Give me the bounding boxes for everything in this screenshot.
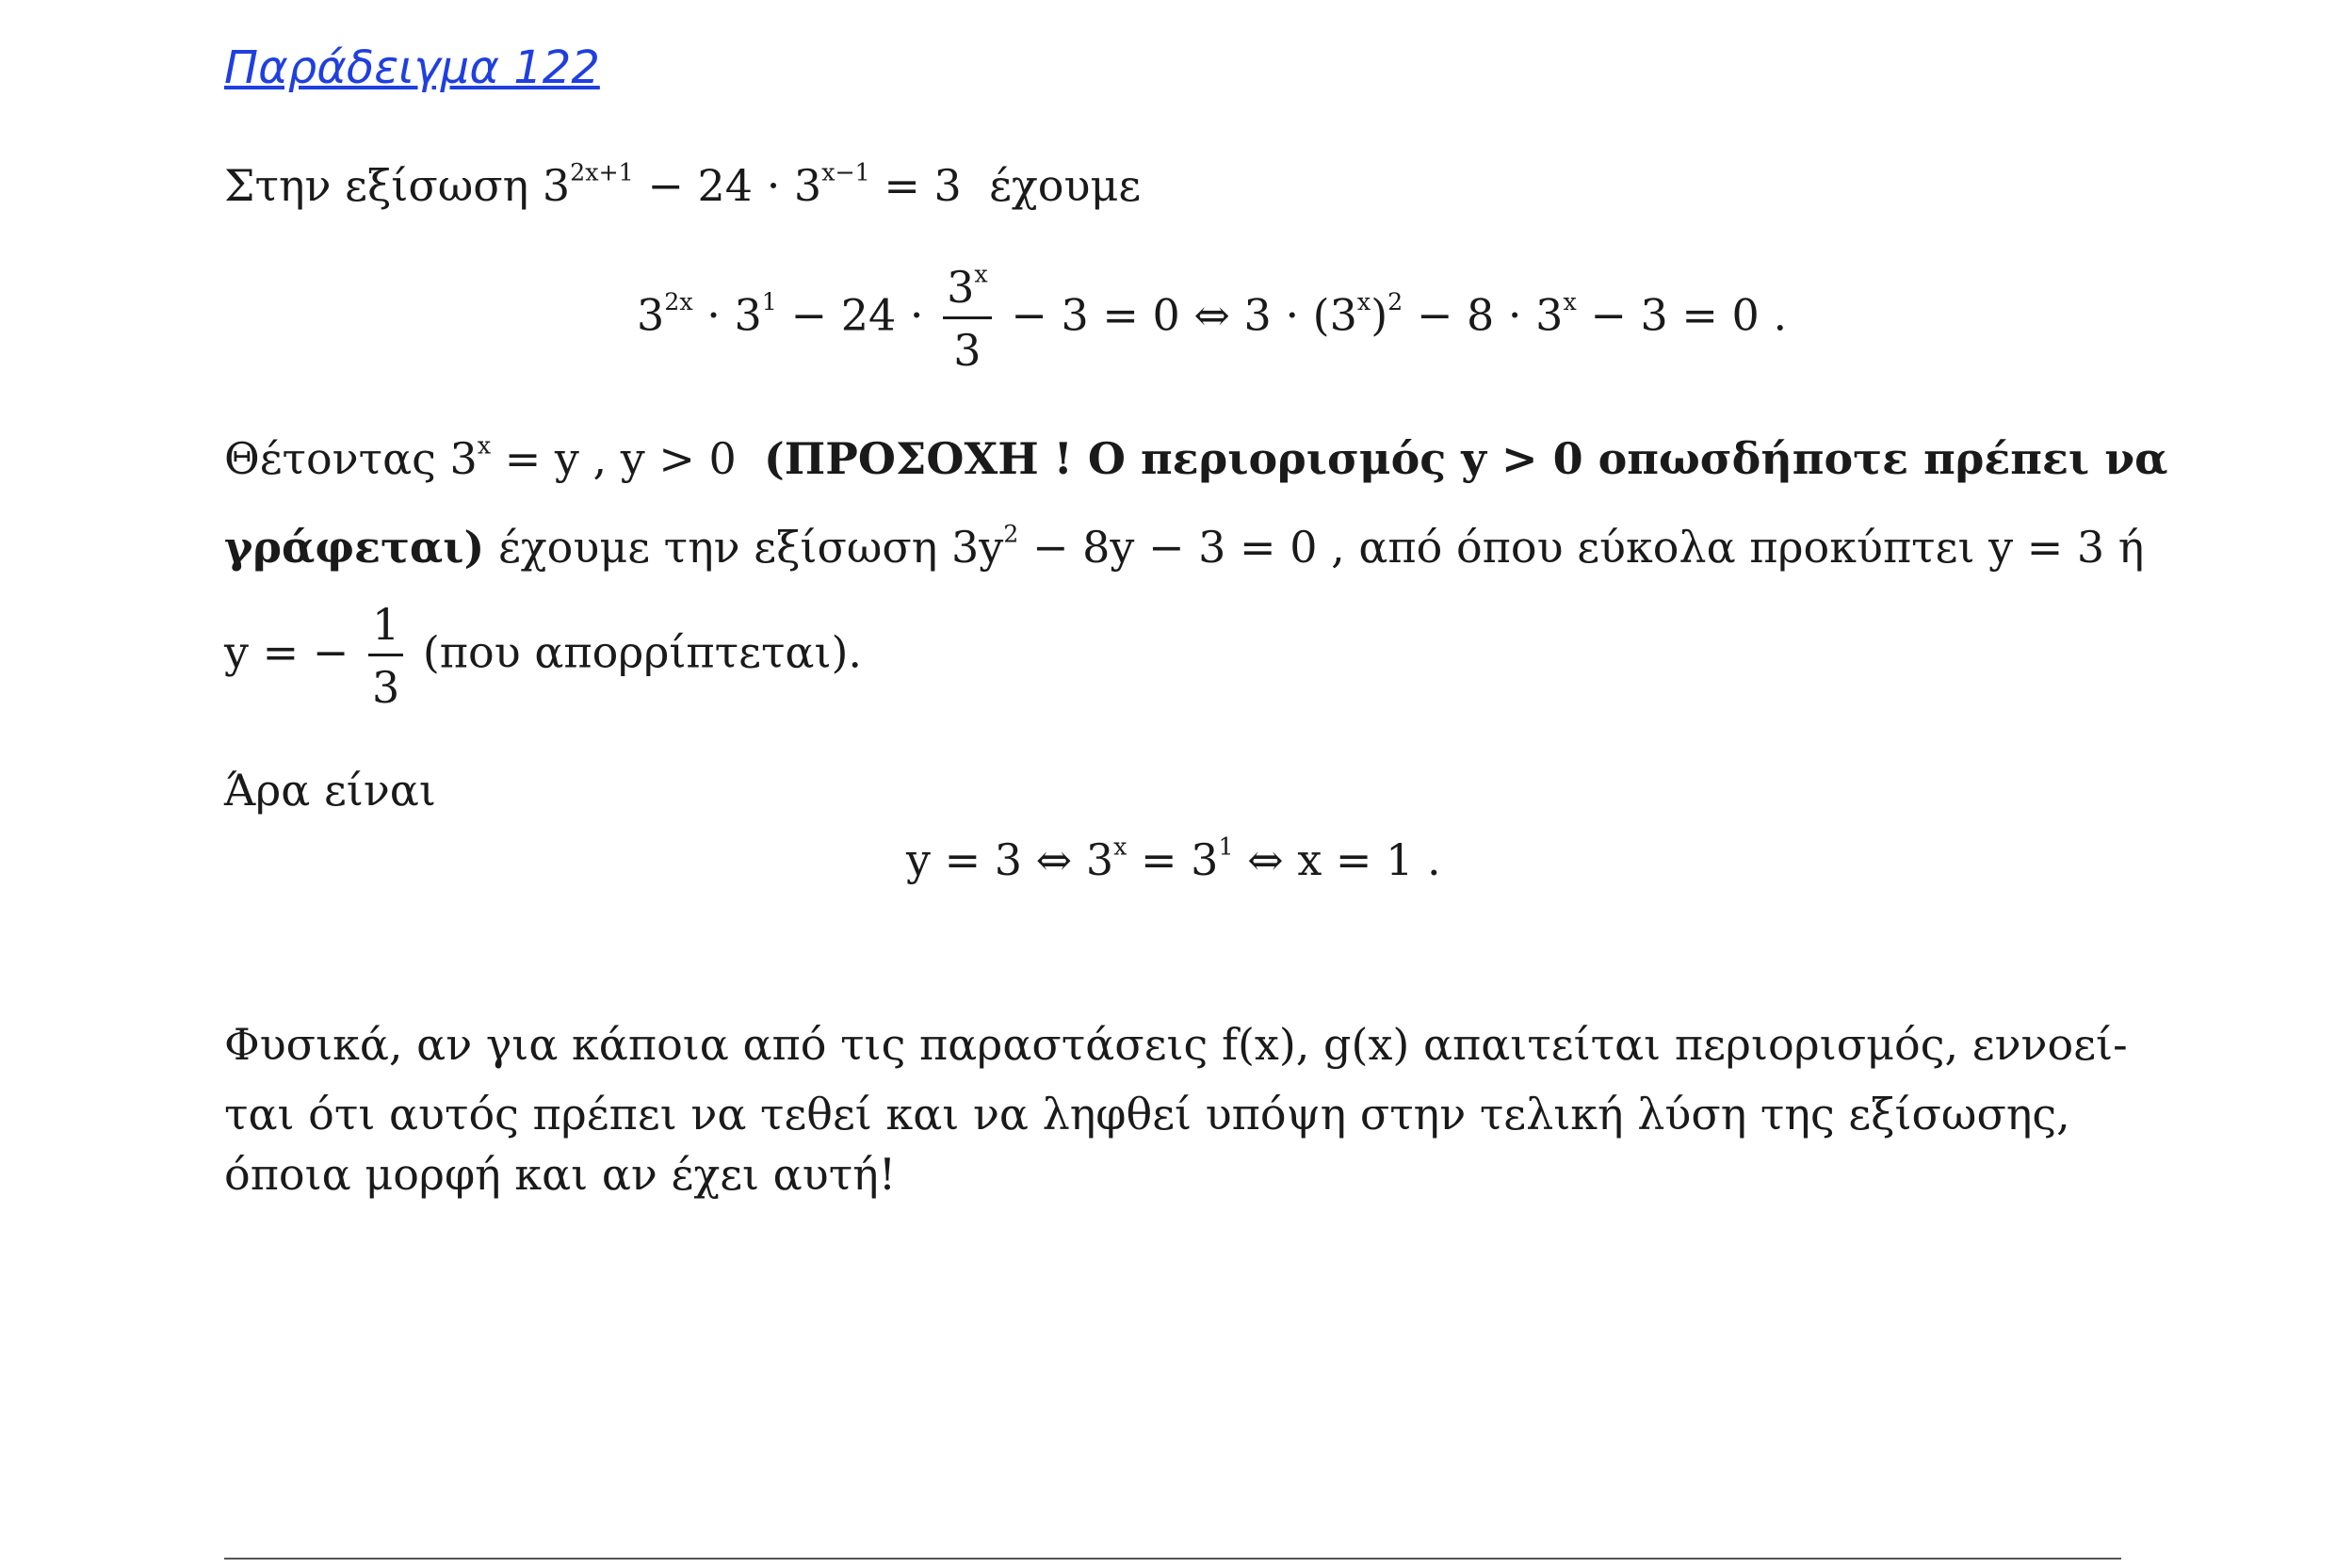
warning-bold: (ΠΡΟΣΟΧΗ ! Ο περιορισμός y > 0 οπωσδήποτε πρέπει να	[764, 433, 2168, 484]
final-equation: y = 3 ⇔ $3^x = 3^1$ ⇔ x = 1 .	[906, 832, 1441, 885]
warning-bold-end: γράφεται)	[224, 522, 485, 573]
intro-text: Στην εξίσωση	[224, 160, 529, 211]
fraction-1-over-3: $\frac{1}{3}$	[368, 603, 403, 709]
note-line-3: όποια μορφή και αν έχει αυτή!	[224, 1149, 897, 1200]
note-line-1: Φυσικά, αν για κάποια από τις παραστάσεις f(x), g(x) απαιτείται περιορισμός, εννοεί-	[224, 1019, 2128, 1070]
fraction-3x-over-3: $\frac{3^x}{3}$	[943, 266, 992, 372]
footer-divider	[224, 1558, 2121, 1560]
substitution-prefix: Θέτοντας	[224, 433, 436, 484]
therefore-line	[224, 765, 436, 816]
rejected-root-line: y = − $\frac{1}{3}$ (που απορρίπτεται).	[224, 599, 863, 713]
substitution-line-1: Θέτοντας $3^x = y$ , y > 0 (ΠΡΟΣΟΧΗ ! Ο περιορισμός y > 0 οπωσδήποτε πρέπει να	[224, 431, 2168, 484]
therefore-text: Άρα είναι	[224, 765, 436, 816]
equation-intro: έχουμε την εξίσωση	[497, 522, 938, 573]
example-title[interactable]: Παράδειγμα 122	[224, 41, 600, 94]
equation-expanded: $3^{2x} \cdot 3^1 - 24$ · $\frac{3^x}{3}$ − 3 = 0 ⇔ $3 \cdot (3^x)^2 - 8 \cdot 3^x - 3 = 0$ .	[637, 260, 1788, 376]
note-line-2: ται ότι αυτός πρέπει να τεθεί και να ληφθεί υπόψη στην τελική λύση της εξίσωσης,	[224, 1089, 2070, 1140]
intro-line: Στην εξίσωση $3^{2x+1} - 24 \cdot 3^{x-1} = 3$ έχουμε	[224, 158, 1142, 211]
intro-suffix: έχουμε	[989, 160, 1142, 211]
substitution-line-2: γράφεται) έχουμε την εξίσωση $3y^2 - 8y - 3 = 0$ , από όπου εύκολα προκύπτει y = 3 ή	[224, 520, 2145, 573]
solutions-text: , από όπου εύκολα προκύπτει y = 3 ή	[1331, 522, 2145, 573]
rejected-text: (που απορρίπτεται).	[422, 626, 863, 678]
